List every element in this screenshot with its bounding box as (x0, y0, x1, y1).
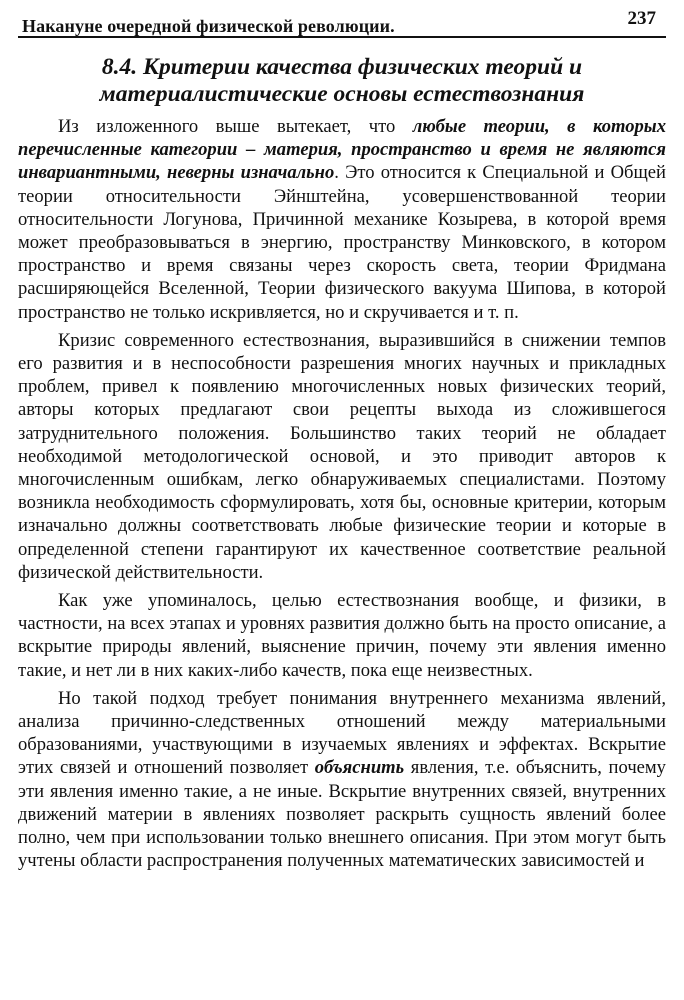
paragraph-1 (18, 115, 666, 324)
paragraph-3: Как уже упоминалось, целью естествознания вообще, и физики, в частности, на всех этапах и уровнях развития должно быть на просто описание, а вскрытие природы явлений, выяснение причин, почему эти явления именно такие, и нет ли в них каких-либо качеств, пока еще неизвестных. (18, 590, 666, 681)
page-header (18, 6, 666, 38)
section-title (18, 54, 666, 108)
paragraph-1-text-c: . Это относится к Специальной и Общей теории относительности Эйнштейна, усовершенствованной теории относительности Логунова, Причинной механике Козырева, в которой время может преобразовываться в энергию, пространству Минковского, в котором пространство и время связаны через скорость света, теории Фридмана расширяющейся Вселенной, Теории физического вакуума Шипова, в которой пространство не только искривляется, но и скручивается и т. п. (18, 162, 666, 323)
running-title: Накануне очередной физической революции. (22, 16, 395, 36)
paragraph-4 (18, 687, 666, 873)
section-title-line-1: 8.4. Критерии качества физических теорий и (101, 54, 583, 80)
section-title-line-2: материалистические основы естествознания (99, 81, 585, 107)
page-number: 237 (627, 8, 656, 29)
body-text (18, 115, 666, 878)
paragraph-1-text-a: Из изложенного выше вытекает, что (58, 116, 413, 137)
paragraph-2: Кризис современного естествознания, выразившийся в снижении темпов его развития и в неспособности разрешения многих научных и прикладных проблем, привел к появлению многочисленных новых физических теорий, авторы которых предлагают свои рецепты выхода из сложившегося затруднительного положения. Большинство таких теорий не обладает необходимой методологической основой, и это приводит авторов к многочисленным ошибкам, легко обнаруживаемых специалистами. Поэтому возникла необходимость сформулировать, хотя бы, основные критерии, которым изначально должны соответствовать любые физические теории и которые в определенной степени гарантируют их качественное соответствие реальной физической действительности. (18, 329, 666, 583)
paragraph-4-emphasis: объяснить (314, 757, 405, 779)
paragraph-1-emphasis: любые теории, в которых перечисленные категории – материя, пространство и время не являются инвариантными, неверны изначально (18, 116, 666, 184)
paragraph-4-text-a: Но такой подход требует понимания внутреннего механизма явлений, анализа причинно-следственных отношений между материальными образованиями, участвующими в изучаемых явлениях и эффектах. Вскрытие этих связей и отношений позволяет (18, 687, 666, 779)
paragraph-4-text-c: явления, т.е. объяснить, почему эти явления именно такие, а не иные. Вскрытие внутренних связей, внутренних движений материи в явлениях позволяет раскрыть сущность явлений более полно, чем при использовании только внешнего описания. При этом могут быть учтены области распространения полученных математических зависимостей и (18, 757, 666, 872)
